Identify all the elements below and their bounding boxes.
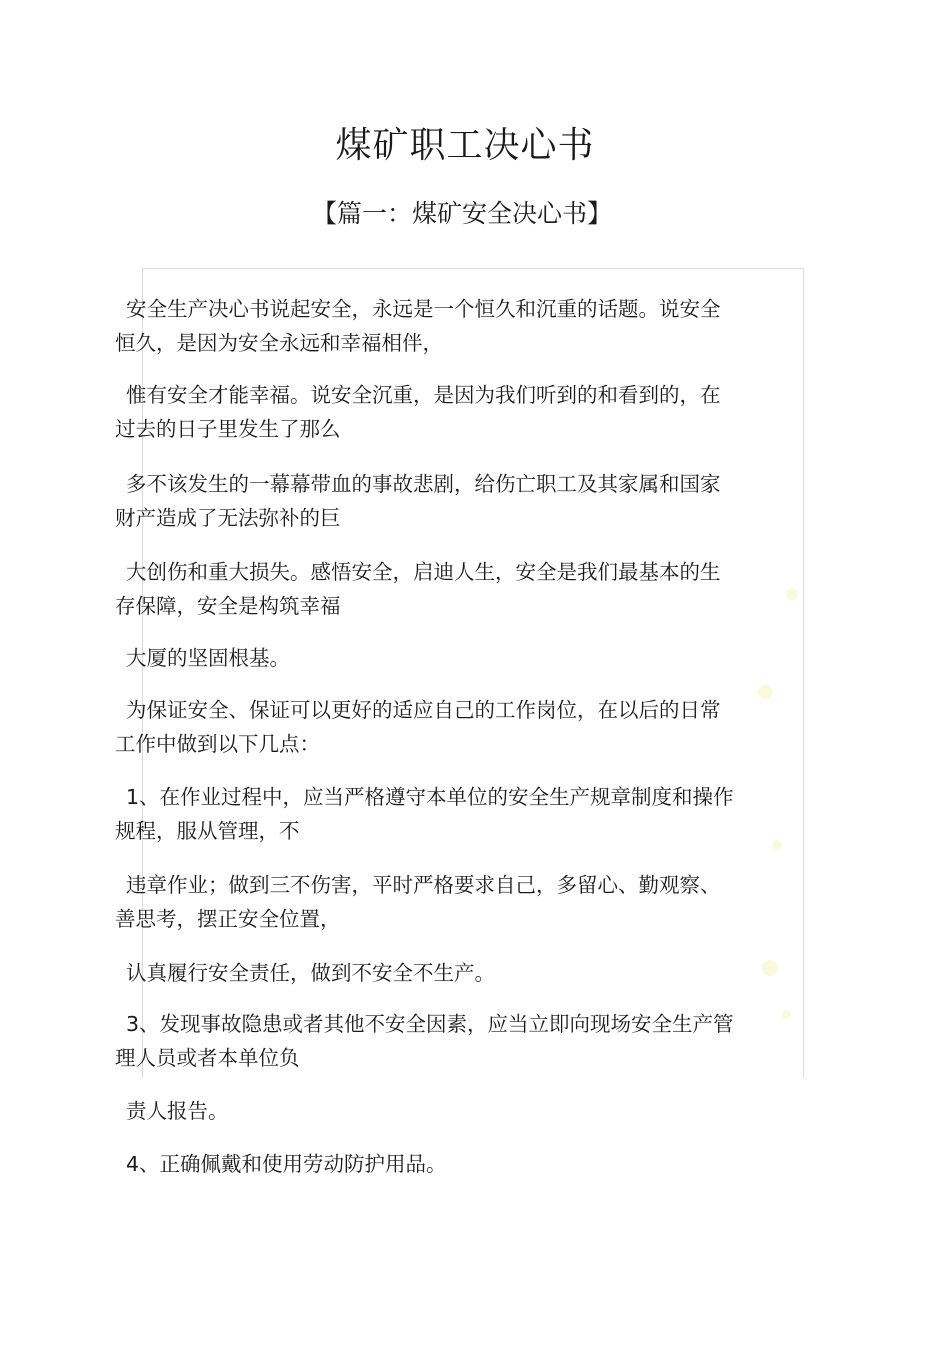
paragraph-10 [115, 1007, 785, 1075]
paragraph-line: 大厦的坚固根基。 [126, 646, 290, 670]
paragraph-line: 过去的日子里发生了那么 [115, 417, 341, 441]
paragraph-line: 1、在作业过程中，应当严格遵守本单位的安全生产规章制度和操作 [126, 785, 734, 809]
paragraph-line: 4、正确佩戴和使用劳动防护用品。 [126, 1152, 447, 1176]
paragraph-line: 财产造成了无法弥补的巨 [115, 506, 341, 530]
paragraph-line: 多不该发生的一幕幕带血的事故悲剧，给伤亡职工及其家属和国家 [126, 472, 721, 496]
paragraph-2 [115, 378, 785, 446]
frame-top-border [142, 268, 804, 269]
document-title: 煤矿职工决心书 [335, 125, 595, 166]
paragraph-line: 3、发现事故隐患或者其他不安全因素，应当立即向现场安全生产管 [126, 1012, 734, 1036]
paragraph-line: 大创伤和重大损失。感悟安全，启迪人生，安全是我们最基本的生 [126, 560, 721, 584]
paragraph-line: 善思考，摆正安全位置， [115, 907, 341, 931]
paragraph-7 [115, 780, 785, 848]
paragraph-line: 工作中做到以下几点： [115, 732, 320, 756]
paragraph-line: 恒久，是因为安全永远和幸福相伴， [115, 331, 443, 355]
paragraph-line: 规程，服从管理，不 [115, 819, 300, 843]
background-speck [786, 588, 798, 600]
paragraph-line: 存保障，安全是构筑幸福 [115, 594, 341, 618]
paragraph-8 [115, 868, 785, 936]
paragraph-5 [115, 641, 785, 675]
paragraph-9 [115, 956, 785, 990]
paragraph-line: 认真履行安全责任，做到不安全不生产。 [126, 961, 495, 985]
paragraph-line: 安全生产决心书说起安全，永远是一个恒久和沉重的话题。说安全 [126, 297, 721, 321]
paragraph-4 [115, 555, 785, 623]
paragraph-3 [115, 467, 785, 535]
paragraph-12 [115, 1147, 785, 1181]
document-subtitle: 【篇一：煤矿安全决心书】 [311, 199, 612, 228]
paragraph-line: 惟有安全才能幸福。说安全沉重，是因为我们听到的和看到的，在 [126, 383, 721, 407]
frame-right-border [803, 268, 804, 1078]
paragraph-line: 违章作业；做到三不伤害，平时严格要求自己，多留心、勤观察、 [126, 873, 721, 897]
paragraph-line: 为保证安全、保证可以更好的适应自己的工作岗位，在以后的日常 [126, 698, 721, 722]
paragraph-line: 责人报告。 [126, 1099, 229, 1123]
paragraph-line: 理人员或者本单位负 [115, 1046, 300, 1070]
paragraph-1 [115, 292, 785, 360]
paragraph-11 [115, 1094, 785, 1128]
paragraph-6 [115, 693, 785, 761]
